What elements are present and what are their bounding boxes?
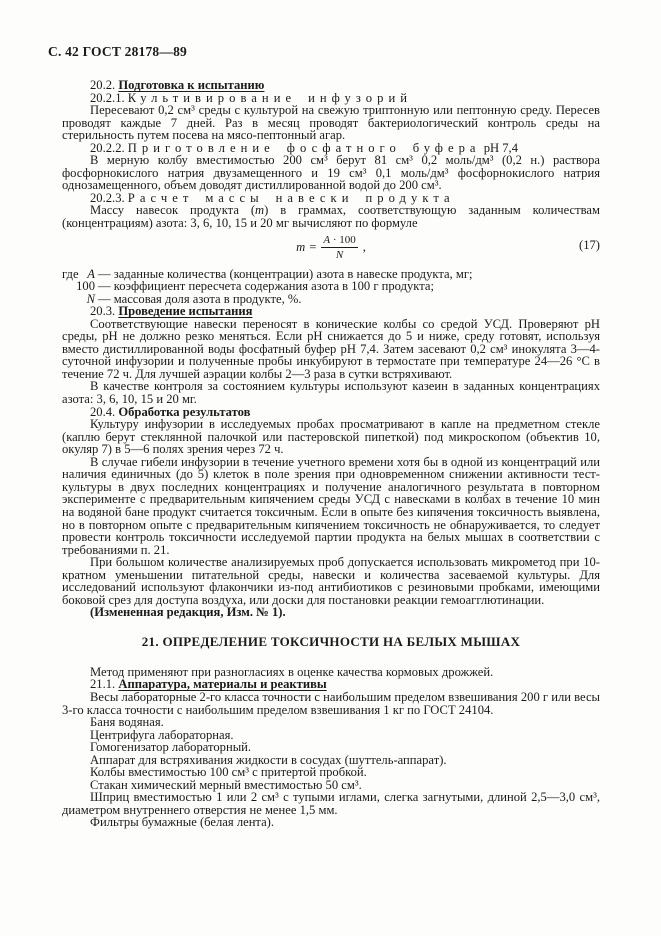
- where-definition: — коэффициент пересчета содержания азота в 100 г продукта;: [98, 279, 435, 294]
- section-title: Обработка результатов: [118, 404, 251, 419]
- numerator-variable: A: [323, 233, 331, 246]
- numerator-rest: · 100: [332, 233, 356, 246]
- section-number: 20.2.: [90, 78, 116, 92]
- formula-trail: ,: [362, 240, 366, 255]
- equipment-item: Гомогенизатор лабораторный.: [90, 740, 252, 755]
- where-symbol: N: [86, 291, 95, 306]
- section-title: Проведение испытания: [118, 304, 253, 319]
- running-head: С. 42 ГОСТ 28178—89: [48, 44, 187, 59]
- subsection-title-suffix: рН 7,4: [483, 140, 518, 155]
- text-fragment: ) в граммах, соответствующую заданным количествам (концентрациям) азота: 3, 6, 10, 15 и 20 мг вычисляют по формуле: [62, 203, 600, 231]
- section-number: 21.: [141, 633, 159, 649]
- subsection-number: 20.2.2.: [90, 140, 125, 155]
- subsection-title: Приготовление фосфатного буфера: [127, 140, 481, 155]
- variable-m: m: [255, 203, 265, 218]
- amendment-note: (Измененная редакция, Изм. № 1).: [90, 605, 286, 620]
- equipment-item: Стакан химический мерный вместимостью 50 см³.: [90, 777, 362, 792]
- formula-equals: =: [309, 240, 317, 255]
- paragraph: В мерную колбу вместимостью 200 см³ берут 81 см³ 0,2 моль/дм³ (0,2 н.) раствора фосфорнокислого натрия двузамещенного и 19 см³ 0,1 моль/дм³ фосфорнокислого натрия однозамещенного, объем доводят дистиллированной водой до 200 см³.: [62, 153, 600, 193]
- paragraph: Пересевают 0,2 см³ среды с культурой на свежую триптонную или пептонную среду. Пересев проводят каждые 7 дней. Раз в месяц проводят бактериологический контроль среды на стерильность путем посева на мясо-пептонный агар.: [62, 103, 600, 143]
- paragraph: При большом количестве анализируемых проб допускается использовать микрометод при 10-кратном уменьшении питательной среды, навески и количества засеваемой культуры. Для исследований используют флакончики из-под антибиотиков с резиновыми пробками, имеющими боковой срез для доступа воздуха, или доски для постановки реакции гемоагглютинации.: [62, 555, 600, 607]
- paragraph: [62, 204, 600, 229]
- paragraph: Метод применяют при разногласиях в оценке качества кормовых дрожжей.: [90, 664, 494, 679]
- formula-fraction: [321, 234, 357, 261]
- equipment-item: Колбы вместимостью 100 см³ с притертой пробкой.: [90, 765, 367, 780]
- paragraph: В случае гибели инфузории в течение учетного времени хотя бы в одной из концентраций или наличия единичных (до 5) клеток в поле зрения при одновременном снижении активности тест-культуры в двух последних концентрациях и получение аналогичного результата в повторном эксперименте с предварительным кипячением среды УСД с навесками в колбах в течение 10 мин на водяной бане продукт считается токсичным. Если в опыте без кипячения токсичность выявлена, но в повторном опыте с предварительным кипячением токсичность не обнаруживается, то следует провести контроль токсичности исследуемой партии продукта на белых мышах в соответствии с требованиями п. 21.: [62, 454, 600, 557]
- formula-numerator: [321, 234, 357, 248]
- subsection-title: Аппаратура, материалы и реактивы: [118, 677, 327, 692]
- where-definition: — заданные количества (концентрации) азота в навеске продукта, мг;: [98, 266, 473, 281]
- section-20-3-heading: [62, 305, 600, 318]
- section-21-heading: [62, 633, 600, 649]
- formula-number: (17): [579, 237, 600, 252]
- equipment-item: Центрифуга лабораторная.: [90, 727, 234, 742]
- page-body: [62, 79, 600, 829]
- paragraph: Соответствующие навески переносят в конические колбы со средой УСД. Проверяют рН среды, рН не должно резко меняться. Если рН снижается до 5 и ниже, среду готовят, используя вместо дистиллированной воды фосфатный буфер рН 7,4. Затем засевают 0,2 см³ инокулята 3—4-суточной инфузории и полученные пробы инкубируют в термостате при температуре 24—26 °С в течение 72 ч. Для лучшей аэрации колбы 2—3 раза в сутки встряхивают.: [62, 316, 600, 381]
- where-intro: где: [62, 266, 79, 281]
- equipment-item: Шприц вместимостью 1 или 2 см³ с тупыми иглами, слегка загнутыми, длиной 2,5—3,0 см³, диаметром внутреннего отверстия не менее 1,5 мм.: [62, 790, 600, 817]
- text-fragment: Массу навесок продукта (: [90, 203, 256, 218]
- where-symbol: 100: [76, 279, 95, 294]
- paragraph: Культуру инфузории в исследуемых пробах просматривают в капле на предметном стекле (каплю берут стеклянной палочкой или пастеровской пипеткой) под микроскопом (объектив 10, окуляр 7) в 5—6 полях зрения через 72 ч.: [62, 417, 600, 457]
- subsection-number: 20.2.1.: [90, 90, 125, 105]
- equipment-item: Фильтры бумажные (белая лента).: [90, 815, 275, 830]
- section-title: Подготовка к испытанию: [118, 78, 265, 92]
- where-symbol: A: [87, 266, 95, 281]
- where-definition: — массовая доля азота в продукте, %.: [98, 291, 302, 306]
- subsection-number: 21.1.: [90, 677, 116, 692]
- formula-expression: [62, 234, 600, 261]
- subsection-title: Культивирование инфузорий: [127, 90, 413, 105]
- where-item: [62, 293, 600, 306]
- equipment-item: Весы лабораторные 2-го класса точности с наибольшим пределом взвешивания 200 г или весы 3-го класса точности с наибольшим пределом взвешивания 1 кг по ГОСТ 24104.: [62, 690, 600, 717]
- paragraph: В качестве контроля за состоянием культуры используют казеин в заданных концентрациях азота: 3, 6, 10, 15 и 20 мг.: [62, 379, 600, 407]
- equipment-item: Баня водяная.: [90, 715, 164, 730]
- formula-lhs: m: [296, 240, 306, 255]
- equipment-item: Аппарат для встряхивания жидкости в сосудах (шуттель-аппарат).: [90, 752, 447, 767]
- formula-denominator: N: [335, 248, 344, 261]
- section-number: 20.4.: [90, 404, 116, 419]
- section-title: ОПРЕДЕЛЕНИЕ ТОКСИЧНОСТИ НА БЕЛЫХ МЫШАХ: [162, 633, 521, 649]
- subsection-title: Расчет массы навески продукта: [127, 190, 455, 205]
- formula-17: [62, 230, 600, 268]
- section-number: 20.3.: [90, 304, 116, 319]
- subsection-number: 20.2.3.: [90, 190, 125, 205]
